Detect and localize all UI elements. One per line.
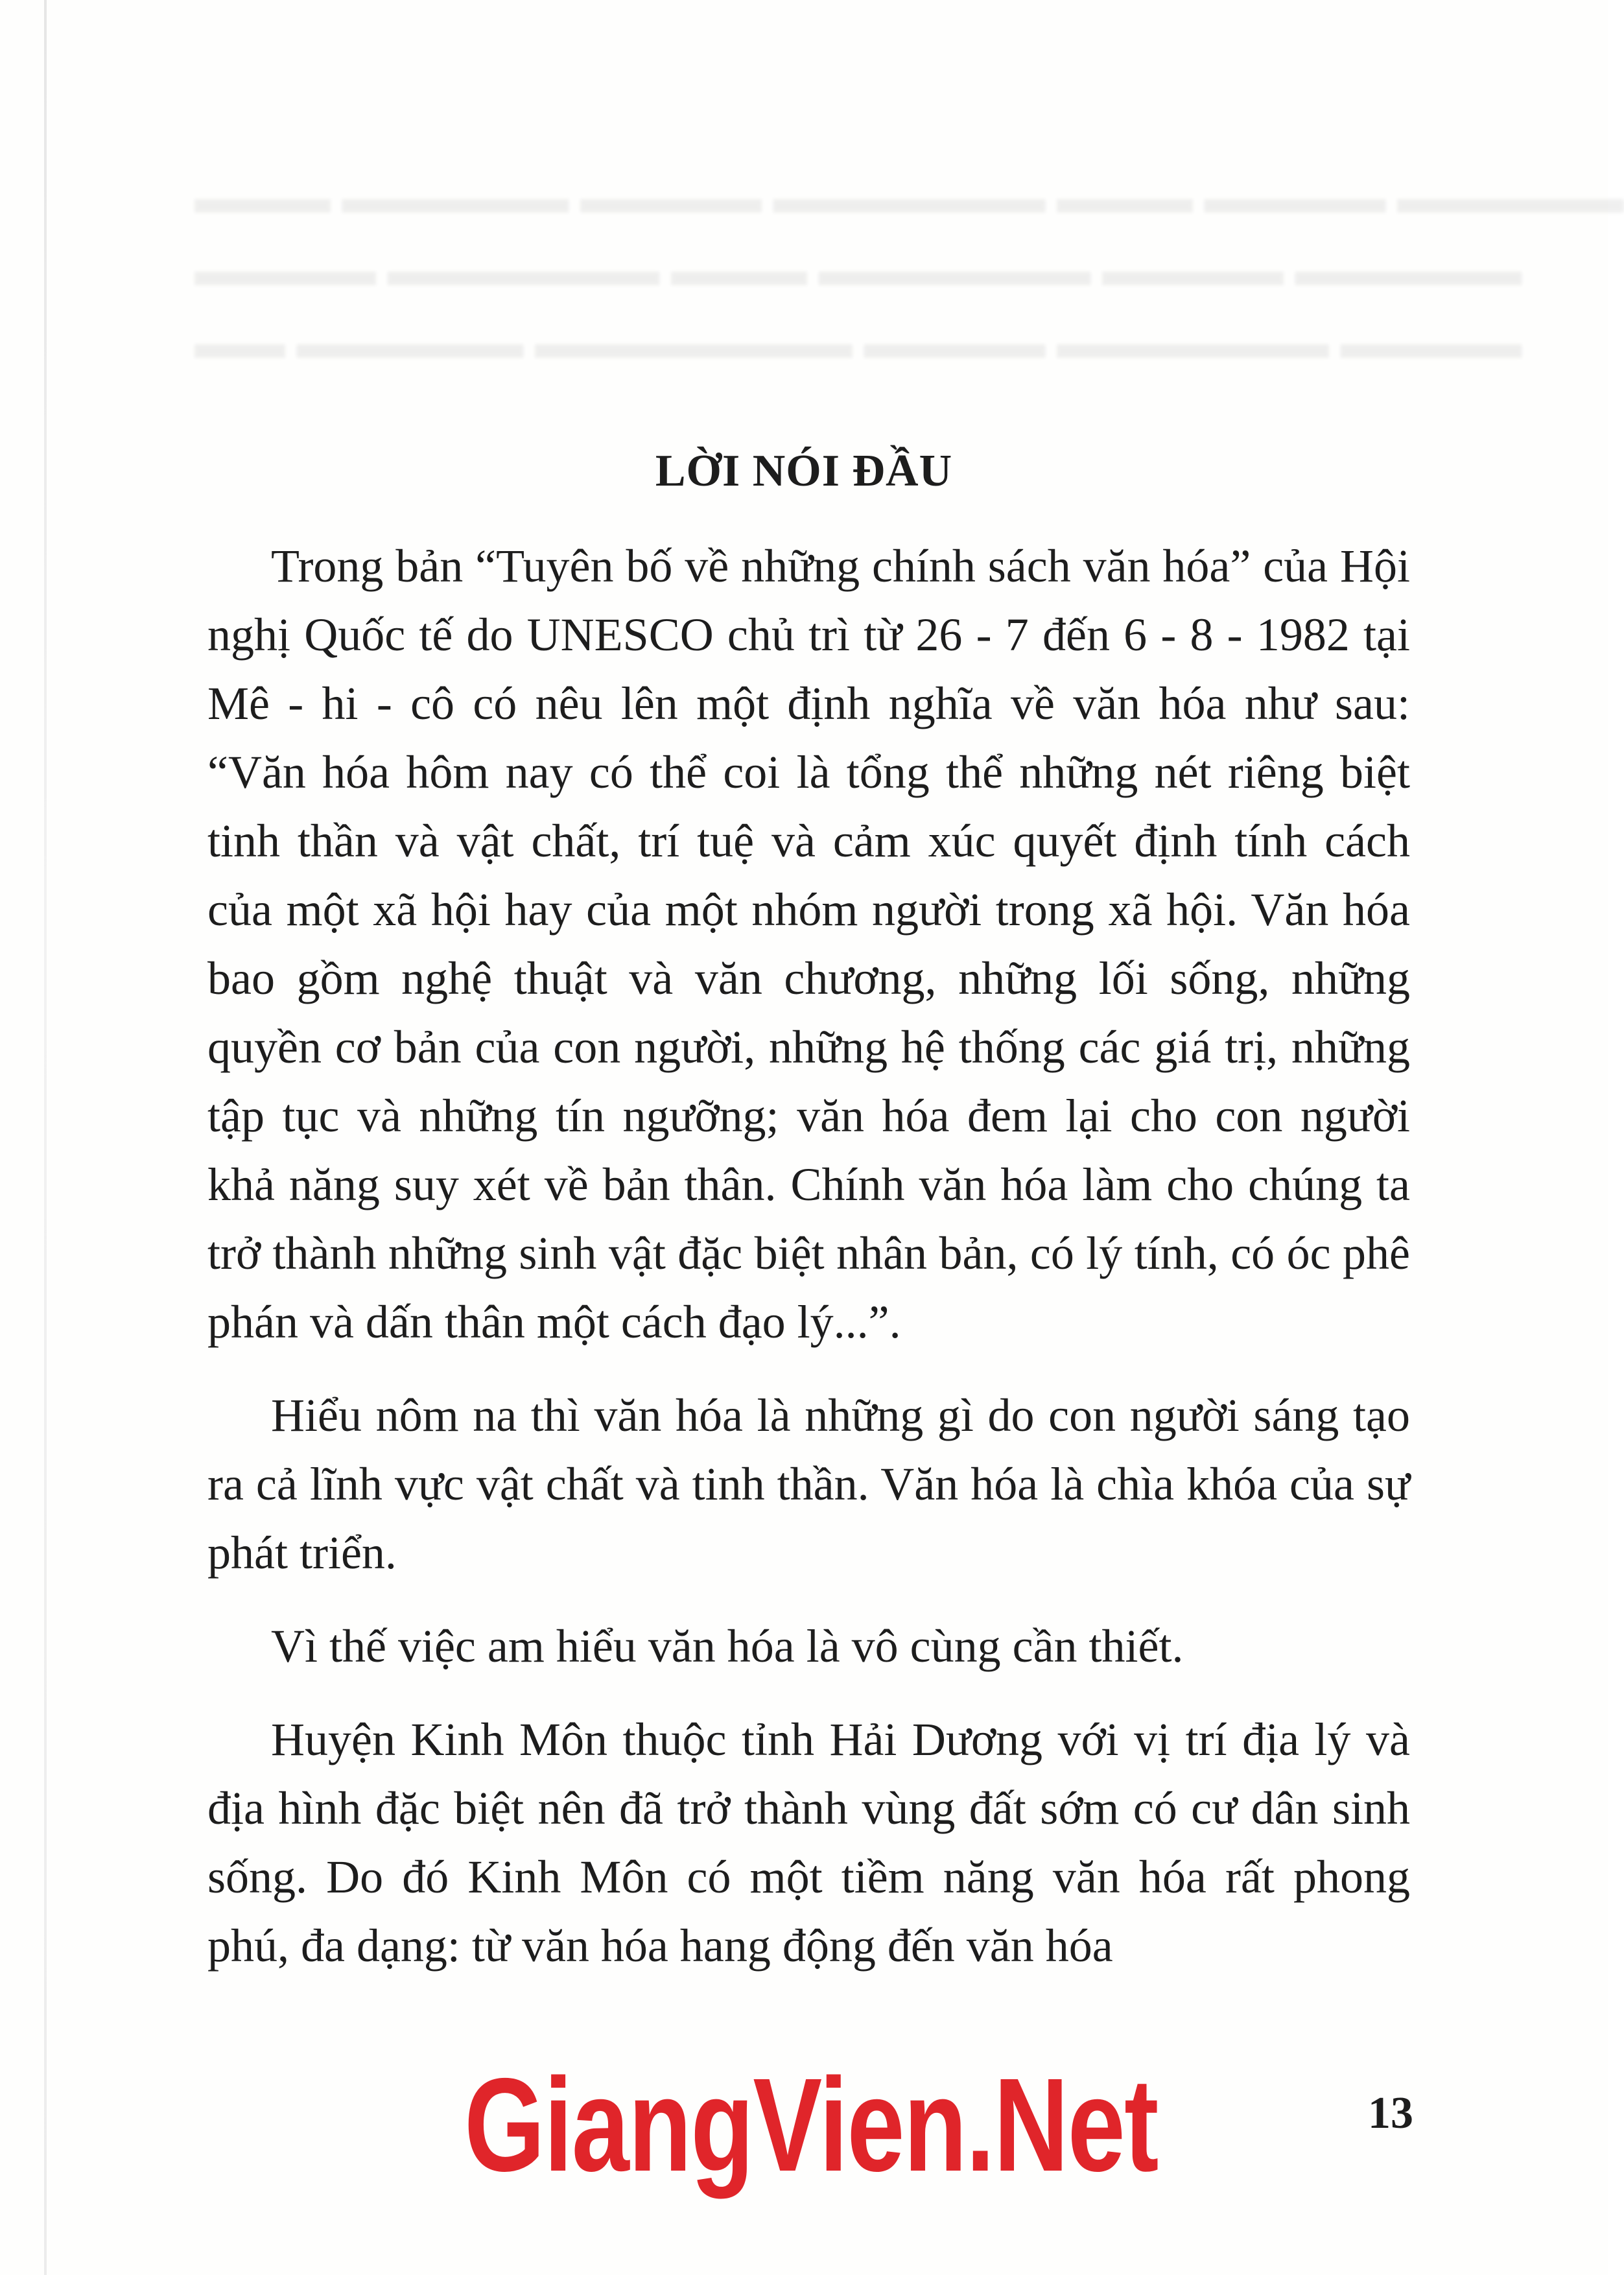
show-through-bleed: ▬▬▬ ▬▬▬▬▬ ▬▬▬▬ ▬▬▬▬▬▬ ▬▬▬ ▬▬▬▬ ▬▬▬▬▬ ▬▬▬▬ ▬▬▬▬▬▬ ▬▬▬ ▬▬▬▬▬▬ ▬▬▬▬ ▬▬▬▬▬ ▬▬ ▬▬▬▬▬ ▬▬▬▬▬▬▬ ▬▬▬▬ ▬▬▬▬▬▬ ▬▬▬▬ <box>194 173 1624 368</box>
watermark-logo: GiangVien.Net <box>464 2051 1158 2199</box>
body-text <box>207 532 1410 1980</box>
page-title: LỜI NÓI ĐẦU <box>655 445 953 496</box>
paragraph-unesco-definition: Trong bản “Tuyên bố về những chính sách văn hóa” của Hội nghị Quốc tế do UNESCO chủ trì từ 26 - 7 đến 6 - 8 - 1982 tại Mê - hi - cô có nêu lên một định nghĩa về văn hóa như sau: “Văn hóa hôm nay có thể coi là tổng thể những nét riêng biệt tinh thần và vật chất, trí tuệ và cảm xúc quyết định tính cách của một xã hội hay của một nhóm người trong xã hội. Văn hóa bao gồm nghệ thuật và văn chương, những lối sống, những quyền cơ bản của con người, những hệ thống các giá trị, những tập tục và những tín ngưỡng; văn hóa đem lại cho con người khả năng suy xét về bản thân. Chính văn hóa làm cho chúng ta trở thành những sinh vật đặc biệt nhân bản, có lý tính, có óc phê phán và dấn thân một cách đạo lý...”. <box>207 540 1410 1348</box>
paragraph-kinh-mon: Huyện Kinh Môn thuộc tỉnh Hải Dương với vị trí địa lý và địa hình đặc biệt nên đã trở thành vùng đất sớm có cư dân sinh sống. Do đó Kinh Môn có một tiềm năng văn hóa rất phong phú, đa dạng: từ văn hóa hang động đến văn hóa <box>207 1714 1410 1972</box>
page-binding-edge <box>44 0 47 2275</box>
page-number: 13 <box>1368 2088 1413 2138</box>
paragraph-necessity: Vì thế việc am hiểu văn hóa là vô cùng cần thiết. <box>271 1620 1184 1672</box>
paragraph-simple-meaning: Hiểu nôm na thì văn hóa là những gì do con người sáng tạo ra cả lĩnh vực vật chất và tinh thần. Văn hóa là chìa khóa của sự phát triển. <box>207 1389 1410 1579</box>
